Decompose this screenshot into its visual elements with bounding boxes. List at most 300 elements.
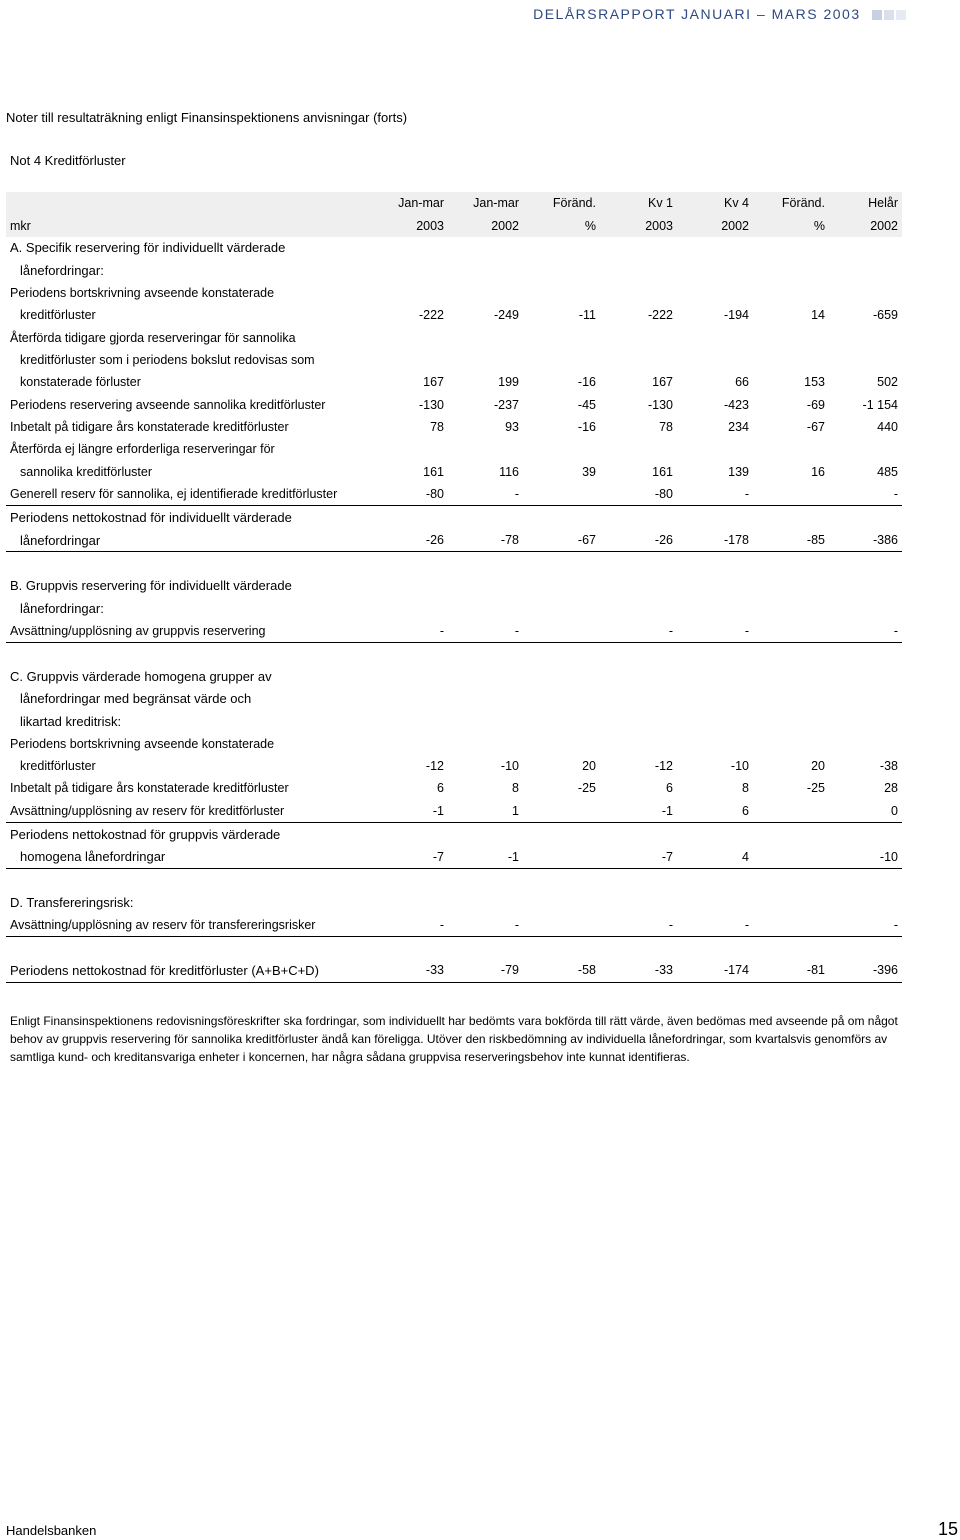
value-cell: -1 (366, 800, 448, 823)
value-cell: -11 (578, 308, 596, 323)
table-row (6, 282, 902, 304)
value-cell: - (448, 483, 523, 506)
value-cell (600, 868, 677, 891)
value-cell: 199 (498, 375, 519, 390)
row-label-cell: Inbetalt på tidigare års konstaterade kreditförluster (10, 420, 289, 435)
value-cell (523, 326, 600, 348)
value-cell (366, 575, 448, 597)
value-cell (753, 597, 829, 619)
value-cell: Kv 4 (677, 192, 753, 214)
value-cell (523, 710, 600, 732)
value-cell (366, 642, 448, 665)
row-label-cell: B. Gruppvis reservering för individuellt värderade (10, 578, 292, 594)
value-cell (829, 438, 902, 460)
value-cell (523, 506, 600, 529)
row-label-cell: lånefordringar: (20, 600, 104, 616)
value-cell: 0 (829, 800, 902, 823)
value-cell (600, 326, 677, 348)
value-cell (677, 506, 753, 529)
note-heading: Not 4 Kreditförluster (10, 153, 126, 168)
value-cell (600, 710, 677, 732)
value-cell (523, 642, 600, 665)
value-cell (829, 822, 902, 845)
value-cell (448, 237, 523, 259)
table-row (6, 529, 902, 552)
table-row (6, 845, 902, 868)
value-cell (753, 914, 829, 937)
row-label-cell: D. Transfereringsrisk: (10, 894, 134, 910)
value-cell (753, 483, 829, 506)
value-cell (753, 845, 829, 868)
value-cell (366, 822, 448, 845)
value-cell: 2002 (448, 214, 523, 236)
value-cell: 139 (728, 464, 749, 479)
value-cell (600, 575, 677, 597)
value-cell: - (677, 619, 753, 642)
value-cell: - (600, 619, 677, 642)
value-cell (753, 732, 829, 754)
value-cell (829, 552, 902, 575)
value-cell: -222 (647, 308, 673, 323)
value-cell: Föränd. (753, 192, 829, 214)
row-label-cell: Avsättning/upplösning av reserv för transfereringsrisker (6, 914, 366, 937)
value-cell: -174 (677, 959, 753, 982)
value-cell (753, 575, 829, 597)
value-cell (829, 575, 902, 597)
value-cell: -25 (577, 781, 596, 796)
value-cell: 6 (666, 781, 673, 796)
row-label-cell: lånefordringar: (20, 262, 104, 278)
value-cell (523, 914, 600, 937)
value-cell: 93 (505, 420, 519, 435)
value-cell (366, 349, 448, 371)
value-cell: 502 (877, 375, 898, 390)
value-cell: -222 (418, 308, 444, 323)
value-cell: -33 (600, 959, 677, 982)
row-label-cell: homogena lånefordringar (6, 845, 366, 868)
value-cell (523, 237, 600, 259)
report-header-title: DELÅRSRAPPORT JANUARI – MARS 2003 (533, 6, 861, 22)
value-cell (677, 597, 753, 619)
value-cell (677, 710, 753, 732)
value-cell (523, 349, 600, 371)
value-cell (366, 732, 448, 754)
value-cell: -16 (577, 375, 596, 390)
value-cell (366, 710, 448, 732)
value-cell: 167 (423, 375, 444, 390)
value-cell (600, 259, 677, 281)
row-label-cell (6, 642, 366, 665)
value-cell (366, 868, 448, 891)
row-label-cell: Periodens nettokostnad för kreditförluster (A+B+C+D) (6, 959, 366, 982)
value-cell: -45 (577, 397, 596, 412)
value-cell (448, 506, 523, 529)
value-cell: 2003 (600, 214, 677, 236)
value-cell (366, 891, 448, 913)
value-cell: Jan-mar (366, 192, 448, 214)
value-cell (600, 438, 677, 460)
value-cell (753, 936, 829, 959)
table-row (6, 304, 902, 326)
value-cell (829, 349, 902, 371)
value-cell: -33 (366, 959, 448, 982)
row-label-cell: C. Gruppvis värderade homogena grupper av (10, 668, 272, 684)
value-cell (523, 438, 600, 460)
value-cell: -178 (677, 529, 753, 552)
value-cell (753, 710, 829, 732)
value-cell: -130 (647, 397, 673, 412)
value-cell (753, 506, 829, 529)
value-cell (829, 891, 902, 913)
table-row (6, 688, 902, 710)
value-cell (523, 282, 600, 304)
value-cell (600, 665, 677, 687)
value-cell: - (829, 619, 902, 642)
table-row (6, 868, 902, 891)
value-cell: 167 (652, 375, 673, 390)
value-cell: - (829, 914, 902, 937)
value-cell (448, 665, 523, 687)
value-cell (523, 665, 600, 687)
value-cell (753, 349, 829, 371)
table-row (6, 326, 902, 348)
row-label-cell: Återförda tidigare gjorda reserveringar för sannolika (10, 330, 296, 345)
value-cell (829, 665, 902, 687)
value-cell (366, 506, 448, 529)
value-cell (600, 936, 677, 959)
value-cell (600, 282, 677, 304)
value-cell (600, 597, 677, 619)
value-cell: - (448, 914, 523, 937)
table-row (6, 506, 902, 529)
value-cell (753, 642, 829, 665)
value-cell: -78 (448, 529, 523, 552)
value-cell (600, 732, 677, 754)
value-cell: 6 (677, 800, 753, 823)
value-cell: -386 (829, 529, 902, 552)
value-cell (523, 688, 600, 710)
value-cell: -7 (600, 845, 677, 868)
value-cell: Helår (829, 192, 902, 214)
row-label-cell: Avsättning/upplösning av reserv för kreditförluster (6, 800, 366, 823)
row-label-cell: Återförda ej längre erforderliga reserveringar för (10, 442, 275, 457)
row-label-cell: Avsättning/upplösning av gruppvis reservering (6, 619, 366, 642)
value-cell: -249 (493, 308, 519, 323)
value-cell: - (829, 483, 902, 506)
value-cell (600, 506, 677, 529)
table-row (6, 959, 902, 982)
value-cell: 2002 (677, 214, 753, 236)
value-cell (677, 868, 753, 891)
value-cell: -16 (577, 420, 596, 435)
value-cell: -69 (806, 397, 825, 412)
value-cell (829, 710, 902, 732)
row-label-cell (6, 936, 366, 959)
value-cell: 161 (423, 464, 444, 479)
value-cell: -81 (753, 959, 829, 982)
value-cell (600, 891, 677, 913)
value-cell: Kv 1 (600, 192, 677, 214)
value-cell: - (448, 619, 523, 642)
value-cell: 440 (877, 420, 898, 435)
table-row (6, 483, 902, 506)
value-cell (677, 237, 753, 259)
value-cell: - (677, 483, 753, 506)
value-cell (829, 688, 902, 710)
square-blocks-icon (872, 7, 906, 23)
value-cell: 116 (499, 464, 519, 479)
value-cell (523, 597, 600, 619)
value-cell: 8 (512, 781, 519, 796)
table-row (6, 619, 902, 642)
table-header-row (6, 192, 902, 214)
value-cell (753, 891, 829, 913)
value-cell: -67 (806, 420, 825, 435)
value-cell (523, 868, 600, 891)
row-label-cell: lånefordringar (6, 529, 366, 552)
value-cell (366, 552, 448, 575)
value-cell (677, 732, 753, 754)
value-cell (523, 891, 600, 913)
table-row (6, 371, 902, 393)
value-cell (523, 800, 600, 823)
value-cell (523, 732, 600, 754)
value-cell: -80 (600, 483, 677, 506)
value-cell: 20 (582, 758, 596, 773)
value-cell: 485 (877, 464, 898, 479)
row-label-cell: kreditförluster (20, 758, 96, 773)
footnote-text: Enligt Finansinspektionens redovisningsföreskrifter ska fordringar, som individuellt har bedömts vara bokförda till rätt värde, även bedömas med avseende på om något behov av gruppvis reservering för sannolika kreditförluster ändå kan föreligga. Utöver den riskbedömning av individuella lånefordringar, som kvartalsvis genomförs av samtliga kund- och kreditansvariga enheter i koncernen, har några sådana gruppvisa reserveringsbehov inte kunnat identifieras. (10, 1014, 898, 1064)
row-label-cell: Periodens reservering avseende sannolika kreditförluster (10, 397, 326, 412)
value-cell (448, 936, 523, 959)
value-cell: 20 (811, 758, 825, 773)
table-row (6, 665, 902, 687)
value-cell (366, 259, 448, 281)
value-cell (366, 237, 448, 259)
value-cell (753, 665, 829, 687)
value-cell (600, 349, 677, 371)
table-row (6, 642, 902, 665)
value-cell (523, 822, 600, 845)
value-cell: -194 (723, 308, 749, 323)
row-label-cell (6, 868, 366, 891)
row-label-cell (6, 552, 366, 575)
value-cell (366, 282, 448, 304)
value-cell: -10 (500, 758, 519, 773)
value-cell (448, 326, 523, 348)
value-cell: -10 (829, 845, 902, 868)
value-cell: 153 (804, 375, 825, 390)
value-cell: 78 (659, 420, 673, 435)
value-cell (829, 326, 902, 348)
table-row (6, 755, 902, 777)
table-row (6, 914, 902, 937)
table-row (6, 936, 902, 959)
value-cell: -12 (654, 758, 673, 773)
row-label-cell: sannolika kreditförluster (20, 464, 153, 479)
row-label-cell: konstaterade förluster (20, 375, 141, 390)
value-cell: -396 (829, 959, 902, 982)
value-cell: 161 (652, 464, 673, 479)
value-cell: -1 (448, 845, 523, 868)
row-label-cell (6, 192, 366, 214)
row-label-cell: Periodens bortskrivning avseende konstaterade (10, 285, 275, 300)
value-cell: 39 (582, 464, 596, 479)
value-cell: -1 (600, 800, 677, 823)
row-label-cell: A. Specifik reservering för individuellt värderade (10, 240, 286, 256)
table-row (6, 237, 902, 259)
value-cell (448, 575, 523, 597)
value-cell (600, 237, 677, 259)
value-cell (366, 438, 448, 460)
value-cell (677, 642, 753, 665)
value-cell (600, 688, 677, 710)
value-cell (366, 597, 448, 619)
value-cell: -237 (493, 397, 519, 412)
value-cell (829, 237, 902, 259)
value-cell (366, 665, 448, 687)
value-cell (677, 575, 753, 597)
value-cell (677, 282, 753, 304)
value-cell (448, 259, 523, 281)
value-cell: -659 (872, 308, 898, 323)
value-cell (523, 936, 600, 959)
value-cell (829, 282, 902, 304)
value-cell (829, 642, 902, 665)
row-label-cell: Periodens bortskrivning avseende konstaterade (10, 736, 275, 751)
value-cell (677, 438, 753, 460)
value-cell (448, 868, 523, 891)
value-cell: 78 (430, 420, 444, 435)
value-cell: -25 (806, 781, 825, 796)
table-row (6, 732, 902, 754)
value-cell (753, 326, 829, 348)
table-row (6, 416, 902, 438)
row-label-cell: Generell reserv för sannolika, ej identifierade kreditförluster (6, 483, 366, 506)
value-cell: - (677, 914, 753, 937)
value-cell (753, 552, 829, 575)
value-cell (677, 936, 753, 959)
value-cell (677, 552, 753, 575)
value-cell: -10 (730, 758, 749, 773)
value-cell: 14 (811, 308, 825, 323)
value-cell: 2003 (366, 214, 448, 236)
value-cell: % (753, 214, 829, 236)
value-cell: -423 (723, 397, 749, 412)
value-cell (448, 597, 523, 619)
value-cell (677, 822, 753, 845)
value-cell (448, 688, 523, 710)
row-label-cell: kreditförluster (20, 308, 96, 323)
value-cell (829, 732, 902, 754)
value-cell (448, 732, 523, 754)
value-cell (523, 552, 600, 575)
table-row (6, 777, 902, 799)
table-row (6, 891, 902, 913)
value-cell (753, 619, 829, 642)
value-cell (600, 642, 677, 665)
value-cell (753, 822, 829, 845)
table-row (6, 597, 902, 619)
value-cell (677, 326, 753, 348)
row-label-cell: Periodens nettokostnad för individuellt värderade (10, 510, 292, 526)
value-cell (523, 575, 600, 597)
report-header (533, 6, 906, 23)
table-row (6, 394, 902, 416)
value-cell: Jan-mar (448, 192, 523, 214)
value-cell (753, 800, 829, 823)
page-number: 15 (937, 1519, 958, 1539)
value-cell: % (523, 214, 600, 236)
value-cell (829, 868, 902, 891)
table-row (6, 552, 902, 575)
value-cell (523, 845, 600, 868)
table-row (6, 438, 902, 460)
value-cell (523, 259, 600, 281)
row-label-cell: likartad kreditrisk: (20, 713, 122, 729)
value-cell (523, 619, 600, 642)
value-cell (829, 259, 902, 281)
value-cell: -12 (425, 758, 444, 773)
value-cell: 66 (735, 375, 749, 390)
value-cell: 6 (437, 781, 444, 796)
value-cell: 234 (728, 420, 749, 435)
value-cell: 28 (884, 781, 898, 796)
table-row (6, 800, 902, 823)
value-cell (753, 282, 829, 304)
value-cell: -26 (600, 529, 677, 552)
value-cell: 2002 (829, 214, 902, 236)
value-cell: - (366, 619, 448, 642)
table-row (6, 461, 902, 483)
value-cell: 16 (811, 464, 825, 479)
value-cell (677, 349, 753, 371)
row-label-cell: Inbetalt på tidigare års konstaterade kreditförluster (10, 781, 289, 796)
value-cell: -67 (523, 529, 600, 552)
row-label-cell: kreditförluster som i periodens bokslut redovisas som (20, 352, 315, 367)
value-cell: - (366, 914, 448, 937)
value-cell (753, 259, 829, 281)
value-cell (600, 552, 677, 575)
page-title: Noter till resultaträkning enligt Finansinspektionens anvisningar (forts) (6, 110, 408, 125)
table-row (6, 575, 902, 597)
value-cell: -130 (418, 397, 444, 412)
value-cell: -80 (366, 483, 448, 506)
value-cell: -1 154 (862, 397, 898, 412)
value-cell (753, 237, 829, 259)
row-label-cell: lånefordringar med begränsat värde och (20, 691, 252, 707)
value-cell (448, 710, 523, 732)
value-cell (448, 822, 523, 845)
row-label-cell: Periodens nettokostnad för gruppvis värderade (10, 826, 281, 842)
value-cell (677, 665, 753, 687)
value-cell (366, 688, 448, 710)
value-cell (677, 891, 753, 913)
value-cell: 1 (448, 800, 523, 823)
value-cell (829, 506, 902, 529)
value-cell (753, 688, 829, 710)
value-cell (448, 552, 523, 575)
table-row (6, 349, 902, 371)
credit-loss-table (6, 192, 902, 983)
value-cell: -38 (879, 758, 898, 773)
table-row (6, 259, 902, 281)
value-cell: -7 (366, 845, 448, 868)
value-cell: 4 (677, 845, 753, 868)
value-cell: -58 (523, 959, 600, 982)
table-header-row (6, 214, 902, 236)
value-cell: -85 (753, 529, 829, 552)
